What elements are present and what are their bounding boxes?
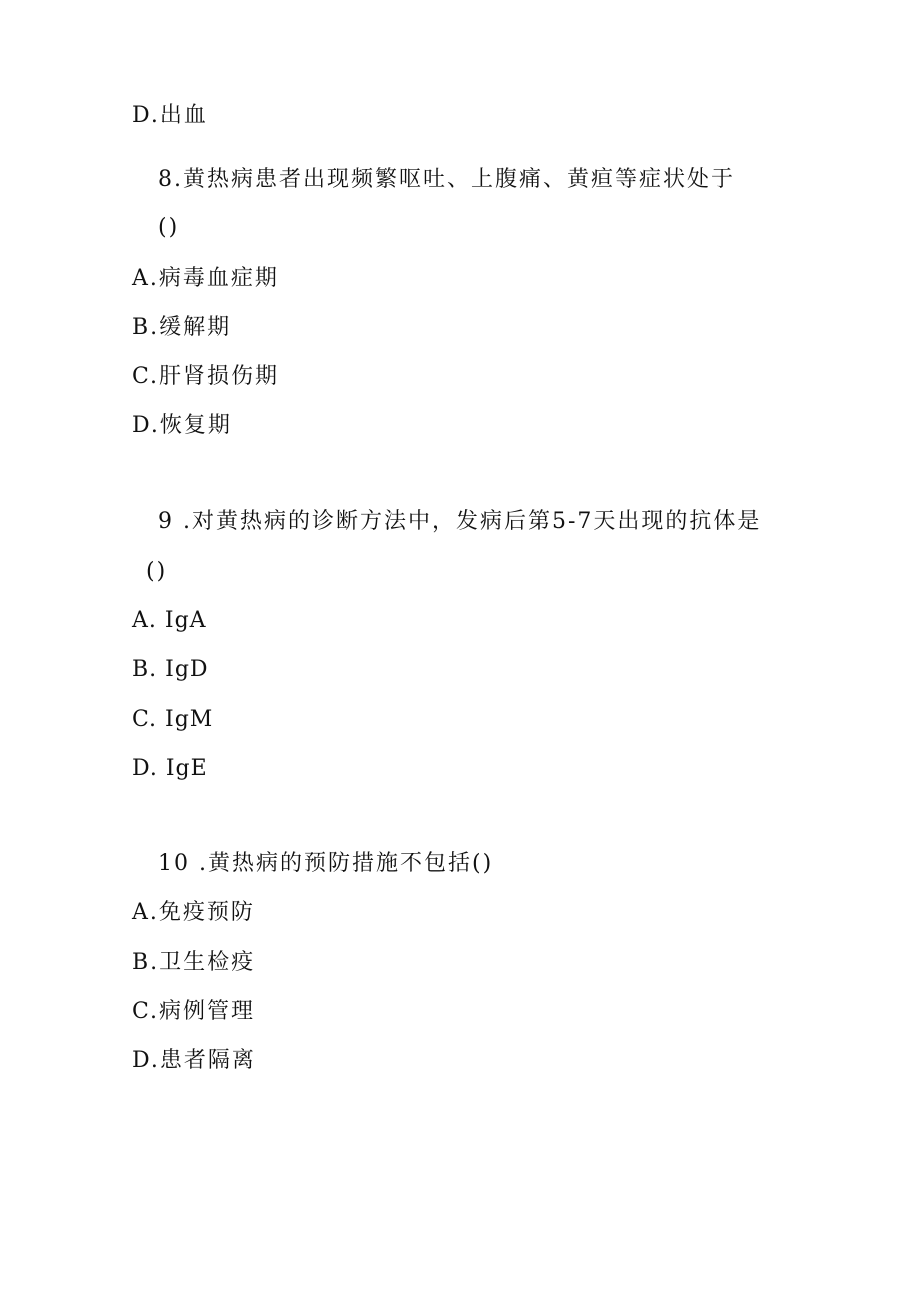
q10-option-a: A.免疫预防: [132, 900, 255, 925]
q9-option-d: D. IgE: [132, 756, 208, 781]
q10-option-d: D.患者隔离: [132, 1048, 256, 1073]
q7-option-d: D.出血: [132, 103, 208, 128]
q9-option-a: A. IgA: [132, 608, 207, 633]
q8-option-b: B.缓解期: [132, 315, 232, 340]
q8-option-a: A.病毒血症期: [132, 266, 279, 291]
q10-option-c: C.病例管理: [132, 999, 256, 1024]
q9-stem: 9 .对黄热病的诊断方法中，发病后第5-7天出现的抗体是: [158, 509, 762, 534]
q8-option-c: C.肝肾损伤期: [132, 364, 280, 389]
q8-stem: 8.黄热病患者出现频繁呕吐、上腹痛、黄疸等症状处于: [158, 167, 735, 192]
q9-option-c: C. IgM: [132, 707, 214, 732]
q10-stem: 10 .黄热病的预防措施不包括(): [158, 851, 494, 876]
q9-option-b: B. IgD: [132, 657, 209, 682]
q8-option-d: D.恢复期: [132, 413, 232, 438]
q10-option-b: B.卫生检疫: [132, 950, 256, 975]
q9-blank: (): [146, 559, 168, 584]
q8-blank: (): [158, 215, 180, 240]
